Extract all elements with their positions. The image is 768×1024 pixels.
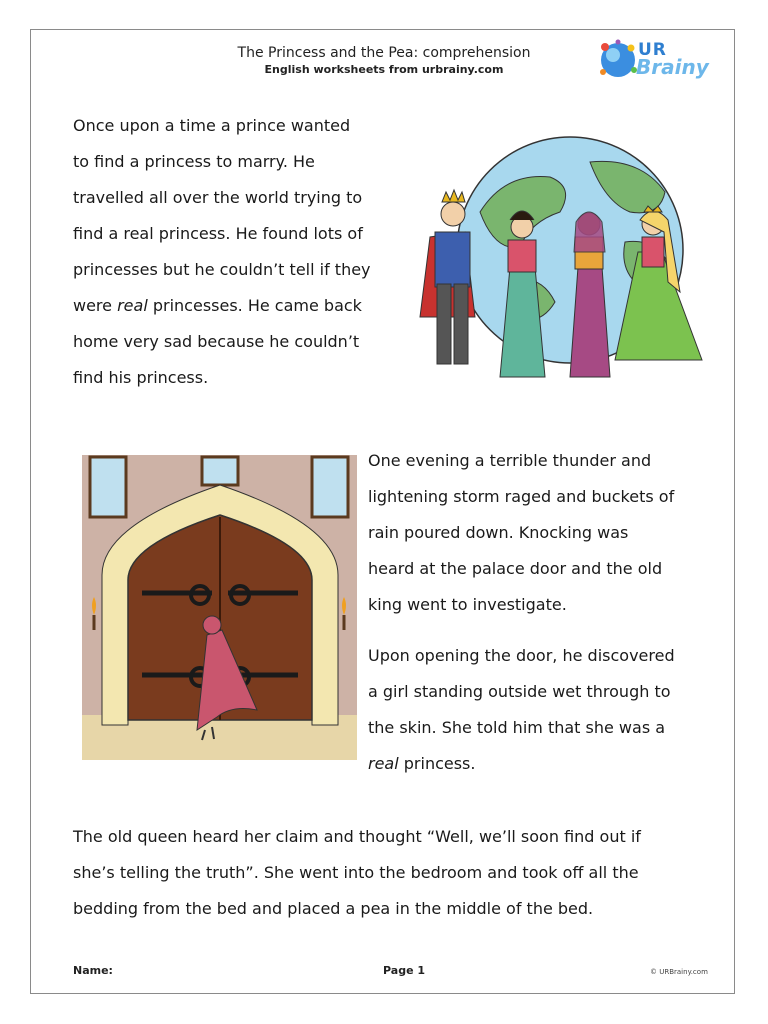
emphasis-real: real <box>117 296 148 315</box>
text-line: travelled all over the world trying to <box>73 188 363 207</box>
text-line: home very sad because he couldn’t <box>73 332 360 351</box>
globe-icon <box>596 38 640 82</box>
text-fragment: princess. <box>398 754 476 773</box>
text-line: find his princess. <box>73 368 209 387</box>
text-line: Once upon a time a prince wanted <box>73 116 351 135</box>
story-paragraph-3 <box>368 638 708 782</box>
story-paragraph-1 <box>73 108 393 396</box>
text-line: she’s telling the truth”. She went into the bedroom and took off all the <box>73 863 639 882</box>
text-line: heard at the palace door and the old <box>368 559 663 578</box>
page-number: Page 1 <box>383 964 426 977</box>
logo-text-brainy: Brainy <box>636 55 709 79</box>
logo-text-ur: UR <box>638 40 667 60</box>
text-line: find a real princess. He found lots of <box>73 224 363 243</box>
text-line: Upon opening the door, he discovered <box>368 646 675 665</box>
page-subtitle: English worksheets from urbrainy.com <box>264 63 504 76</box>
text-line: lightening storm raged and buckets of <box>368 487 675 506</box>
emphasis-real: real <box>368 754 399 773</box>
palace-door-illustration <box>82 455 357 760</box>
story-paragraph-4 <box>73 819 713 927</box>
urbrainy-logo <box>596 38 712 82</box>
prince-princesses-illustration <box>410 132 710 384</box>
text-line: king went to investigate. <box>368 595 567 614</box>
text-line: to find a princess to marry. He <box>73 152 315 171</box>
text-line <box>368 746 708 782</box>
text-line: a girl standing outside wet through to <box>368 682 671 701</box>
story-paragraph-2 <box>368 443 708 623</box>
text-line: rain poured down. Knocking was <box>368 523 629 542</box>
text-line: princesses but he couldn’t tell if they <box>73 260 371 279</box>
copyright: © URBrainy.com <box>650 968 708 976</box>
text-fragment: princesses. He came back <box>147 296 362 315</box>
name-label: Name: <box>73 964 113 977</box>
text-line: the skin. She told him that she was a <box>368 718 666 737</box>
text-fragment: were <box>73 296 118 315</box>
text-line: One evening a terrible thunder and <box>368 451 652 470</box>
page-title: The Princess and the Pea: comprehension <box>237 45 531 61</box>
text-line <box>73 288 393 324</box>
text-line: bedding from the bed and placed a pea in the middle of the bed. <box>73 899 594 918</box>
text-line: The old queen heard her claim and thought “Well, we’ll soon find out if <box>73 827 641 846</box>
